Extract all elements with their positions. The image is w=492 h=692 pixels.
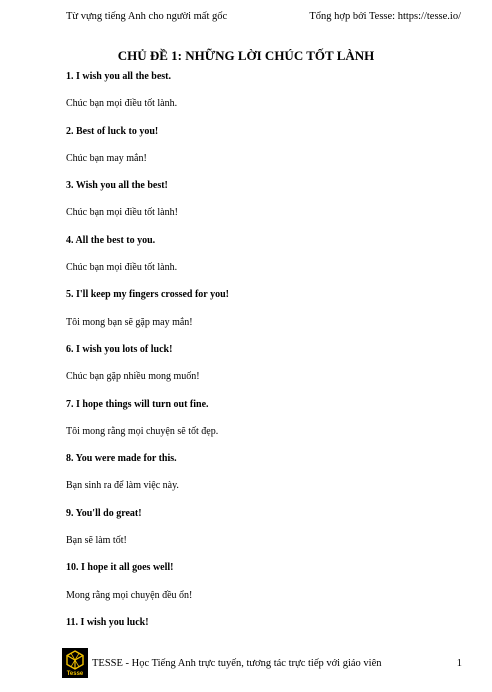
phrase-list	[66, 70, 466, 671]
list-item	[66, 561, 466, 616]
list-item	[66, 452, 466, 507]
english-phrase: 5. I'll keep my fingers crossed for you!	[66, 289, 229, 301]
english-phrase: 9. You'll do great!	[66, 507, 142, 519]
list-item	[66, 398, 466, 453]
tesse-logo	[62, 648, 88, 678]
list-item	[66, 70, 466, 125]
header-left-text: Từ vựng tiếng Anh cho người mất gốc	[66, 11, 228, 22]
vietnamese-translation: Tôi mong bạn sẽ gặp may mắn!	[66, 316, 193, 328]
list-item	[66, 125, 466, 180]
english-phrase: 6. I wish you lots of luck!	[66, 343, 173, 355]
cube-logo-icon	[65, 650, 85, 670]
vietnamese-translation: Chúc bạn mọi điều tốt lành.	[66, 262, 178, 274]
header-right-text: Tổng hợp bởi Tesse: https://tesse.io/	[309, 11, 461, 22]
vietnamese-translation: Chúc bạn gặp nhiều mong muốn!	[66, 371, 200, 383]
english-phrase: 7. I hope things will turn out fine.	[66, 398, 209, 410]
english-phrase: 10. I hope it all goes well!	[66, 562, 174, 574]
vietnamese-translation: Bạn sẽ làm tốt!	[66, 535, 127, 547]
english-phrase: 8. You were made for this.	[66, 453, 177, 465]
page-title: CHỦ ĐỀ 1: NHỮNG LỜI CHÚC TỐT LÀNH	[117, 48, 375, 63]
english-phrase: 3. Wish you all the best!	[66, 180, 168, 192]
list-item	[66, 507, 466, 562]
page-footer	[62, 648, 462, 678]
english-phrase: 2. Best of luck to you!	[66, 125, 159, 137]
vietnamese-translation: Mong rằng mọi chuyện đều ổn!	[66, 589, 193, 601]
list-item	[66, 343, 466, 398]
vietnamese-translation: Bạn sinh ra để làm việc này.	[66, 480, 179, 492]
footer-text: TESSE - Học Tiếng Anh trực tuyến, tương tác trực tiếp với giáo viên	[92, 658, 382, 669]
page-number: 1	[456, 658, 462, 669]
english-phrase: 11. I wish you luck!	[66, 616, 149, 628]
vietnamese-translation: Chúc bạn mọi điều tốt lành.	[66, 98, 178, 110]
vietnamese-translation: Tôi mong rằng mọi chuyện sẽ tốt đẹp.	[66, 425, 219, 437]
list-item	[66, 234, 466, 289]
english-phrase: 4. All the best to you.	[66, 234, 156, 246]
list-item	[66, 288, 466, 343]
logo-wordmark: Tesse	[66, 671, 84, 677]
list-item	[66, 179, 466, 234]
vietnamese-translation: Chúc bạn may mắn!	[66, 152, 147, 164]
english-phrase: 1. I wish you all the best.	[66, 71, 172, 82]
vietnamese-translation: Chúc bạn mọi điều tốt lành!	[66, 207, 178, 219]
